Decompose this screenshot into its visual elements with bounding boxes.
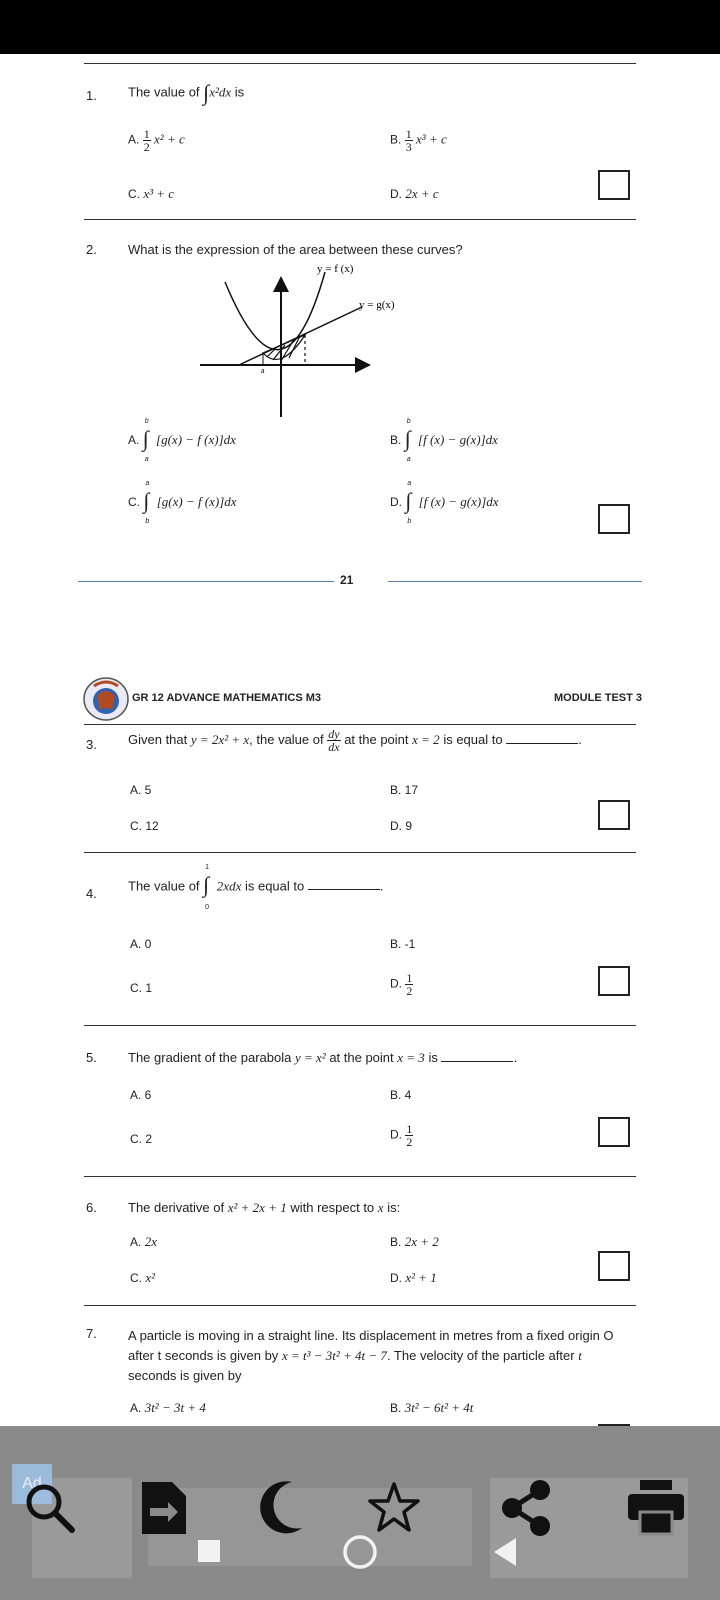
text: is [234,84,245,100]
text: at the point [329,1050,394,1065]
definite-integral [405,480,415,525]
fraction [143,128,151,153]
lower-limit: 0 [205,904,210,911]
option-label: A. [130,1401,142,1415]
text: . [513,1050,518,1065]
integral-sign: ∫ [203,872,210,897]
option-label: B. [390,132,402,147]
integrand: x²dx [209,84,232,100]
option-a[interactable]: A. 5 [130,783,152,797]
option-label: B. [390,1401,402,1415]
text: . [379,878,384,894]
header-title: GR 12 ADVANCE MATHEMATICS M3 [132,692,322,704]
option-value: 2x + 2 [404,1234,439,1249]
option-a[interactable] [130,1234,157,1250]
text: Given that [128,731,188,747]
answer-box[interactable] [598,1117,630,1147]
option-value: [g(x) − f (x)]dx [156,494,237,510]
text: after t seconds is given by [128,1348,279,1363]
share-icon[interactable] [498,1478,554,1538]
denominator: 2 [143,140,150,154]
option-value: x³ + c [143,186,175,201]
option-b[interactable]: B. 17 [390,783,419,797]
numerator: 1 [405,127,412,141]
numerator: dy [328,727,340,741]
option-label: B. [390,433,402,448]
divider [84,63,636,64]
option-value: [f (x) − g(x)]dx [418,494,499,510]
lower-limit: a [144,456,149,463]
upper-limit: 1 [205,864,210,871]
divider [84,219,636,220]
text: is: [387,1200,401,1215]
footer-rule [388,581,642,582]
line-g [239,307,362,365]
option-value: 3t² − 6t² + 4t [404,1400,474,1415]
lower-limit: b [145,518,150,525]
divider [84,1025,636,1026]
definite-integral [142,418,153,463]
text: . The velocity of the particle after [386,1348,575,1363]
option-label: D. [390,495,402,510]
option-value: [f (x) − g(x)]dx [418,432,498,448]
fraction [405,128,413,153]
question-text [128,728,582,753]
definite-integral [404,418,415,463]
numerator: 1 [406,1122,413,1136]
answer-box[interactable] [598,966,630,996]
text-line [128,1346,636,1366]
denominator: 2 [406,984,413,998]
page-number: 21 [340,573,354,587]
option-b[interactable] [390,1400,473,1416]
question-text: What is the expression of the area between these curves? [128,242,463,257]
question-number: 5. [86,1050,97,1065]
derivative-fraction [327,728,340,753]
upper-limit: a [407,480,412,487]
option-b[interactable] [390,418,498,463]
ad-badge[interactable]: Ad [12,1464,52,1504]
answer-box[interactable] [598,800,630,830]
option-c[interactable]: C. 2 [130,1132,153,1146]
text-line: A particle is moving in a straight line. Its displacement in metres from a fixed origin O [128,1328,614,1343]
text: . [578,731,582,747]
option-label: B. [390,1235,402,1249]
option-label: C. [128,495,140,510]
option-a[interactable] [130,1400,206,1416]
option-d[interactable] [390,972,413,997]
denominator: 3 [405,140,412,154]
denominator: 2 [406,1135,413,1149]
export-icon[interactable] [140,1480,188,1536]
header-module: MODULE TEST 3 [554,692,643,704]
option-a[interactable]: A. 0 [130,937,152,951]
divider [84,1305,636,1306]
a-label: a [261,366,265,375]
f-label: y = f (x) [317,263,354,275]
option-label: A. [128,433,140,448]
option-a[interactable] [128,418,236,463]
question-text [128,864,384,911]
question-text [128,1200,400,1216]
divider [84,852,636,853]
text: The value of [128,84,200,100]
back-icon[interactable] [492,1536,522,1568]
question-text [128,80,244,106]
option-c[interactable]: C. 12 [130,819,159,833]
option-label: D. [390,976,402,991]
numerator: 1 [143,127,150,141]
option-d[interactable] [390,1270,437,1286]
question-number: 2. [86,242,97,257]
numerator: 1 [406,971,413,985]
option-d[interactable] [390,186,439,202]
integral-sign: ∫ [404,426,411,451]
option-a[interactable]: A. 6 [130,1088,152,1102]
definite-integral [143,480,153,525]
g-label: y = g(x) [359,299,395,311]
text: is equal to [443,731,503,747]
equation: y = x² [294,1050,326,1065]
variable: x [377,1200,384,1215]
text: is [428,1050,438,1065]
option-value: 2x [144,1234,157,1249]
definite-integral [203,864,213,911]
text: The value of [128,878,200,894]
answer-blank[interactable] [506,733,578,744]
option-c[interactable] [128,186,174,202]
option-b[interactable] [390,1234,439,1250]
question-number: 4. [86,886,97,901]
footer-rule [78,581,334,582]
integral-sign: ∫ [405,488,412,513]
option-value: 3t² − 3t + 4 [144,1400,206,1415]
option-label: D. [390,187,402,201]
question-text [128,1326,636,1386]
recent-apps-icon[interactable] [196,1538,224,1566]
integral-sign: ∫ [143,488,150,513]
option-b[interactable]: B. 4 [390,1088,412,1102]
text: at the point [344,731,409,747]
upper-limit: a [145,480,150,487]
upper-limit: b [144,418,149,425]
equation: y = 2x² + x [190,731,250,747]
denominator: dx [328,740,340,754]
option-label: D. [390,1271,402,1285]
option-label: A. [130,1235,142,1249]
point: x = 2 [412,731,440,747]
lower-limit: b [407,518,412,525]
divider [84,1176,636,1177]
search-icon[interactable] [22,1480,78,1536]
answer-blank[interactable] [441,1051,513,1062]
option-label: D. [390,1127,402,1142]
option-b[interactable] [390,128,447,153]
option-value: 2x + c [405,186,439,201]
fraction [405,972,413,997]
equation: x = t³ − 3t² + 4t − 7 [281,1348,387,1363]
option-label: C. [128,187,140,201]
answer-box[interactable] [598,504,630,534]
star-icon[interactable] [366,1480,422,1536]
integral-sign: ∫ [142,426,149,451]
expression: x² + 2x + 1 [227,1200,287,1215]
question-number: 3. [86,737,97,752]
curves-graph [195,262,435,422]
night-mode-icon[interactable] [252,1478,308,1538]
integrand: 2xdx [216,878,242,894]
answer-blank[interactable] [308,879,380,890]
text-line: seconds is given by [128,1368,242,1383]
curve-f [225,272,325,350]
answer-box[interactable] [598,170,630,200]
question-number: 6. [86,1200,97,1215]
option-value: x² + c [154,131,185,147]
divider [84,724,636,725]
option-value: x³ + c [416,131,447,147]
option-c[interactable]: C. 1 [130,981,153,995]
option-value: x² + 1 [405,1270,437,1285]
option-value: [g(x) − f (x)]dx [156,432,236,448]
answer-box[interactable] [598,1251,630,1281]
home-icon[interactable] [340,1532,380,1572]
text: , the value of [249,731,324,747]
upper-limit: b [406,418,411,425]
text: The gradient of the parabola [128,1050,292,1065]
question-text [128,1050,517,1066]
option-c[interactable] [128,480,237,525]
text: The derivative of [128,1200,225,1215]
option-b[interactable]: B. -1 [390,937,416,951]
question-number: 1. [86,88,97,103]
status-bar [0,0,720,54]
option-label: A. [128,132,140,147]
option-a[interactable] [128,128,185,153]
option-label: C. [130,1271,142,1285]
option-d[interactable] [390,480,499,525]
question-number: 7. [86,1326,97,1341]
lower-limit: a [406,456,411,463]
integral-sign: ∫ [203,80,210,105]
variable: t [578,1348,582,1363]
school-logo [82,676,132,722]
text: is equal to [244,878,305,894]
print-icon[interactable] [626,1478,686,1536]
option-c[interactable] [130,1270,155,1286]
option-value: x² [145,1270,156,1285]
option-d[interactable] [390,1123,413,1148]
fraction [405,1123,413,1148]
point: x = 3 [397,1050,425,1065]
option-d[interactable]: D. 9 [390,819,413,833]
text: with respect to [290,1200,375,1215]
